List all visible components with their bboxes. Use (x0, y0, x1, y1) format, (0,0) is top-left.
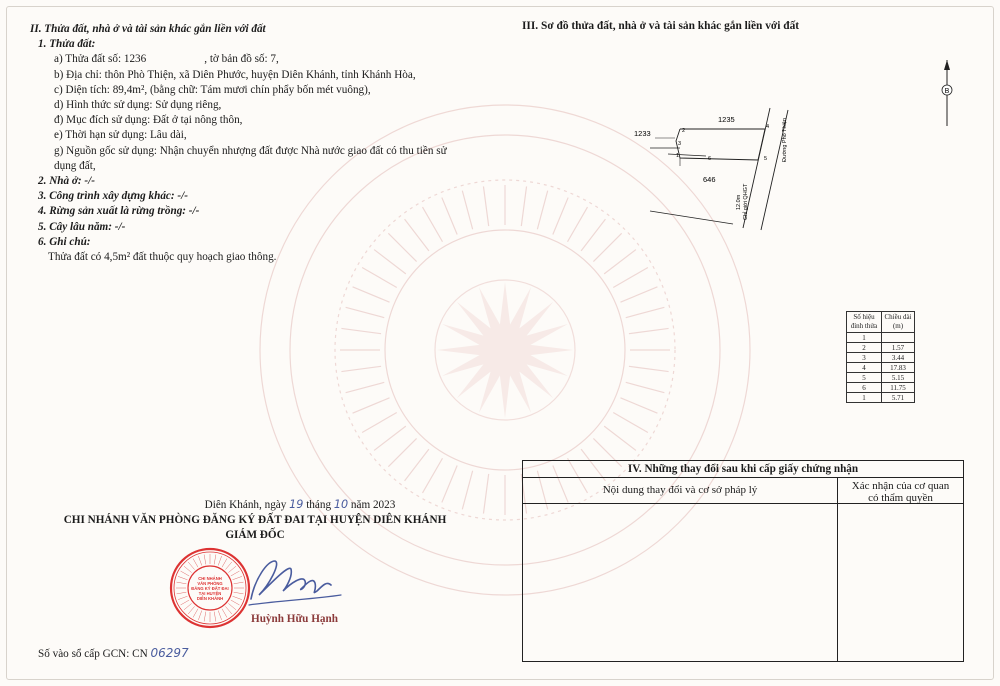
gcn-label: Số vào sổ cấp GCN: CN (38, 648, 148, 660)
table-header-point: Số hiệu đỉnh thửa (847, 312, 882, 333)
house-info: 2. Nhà ở: -/- (38, 175, 95, 188)
table-row (847, 383, 915, 393)
section-4-title: IV. Những thay đổi sau khi cấp giấy chứng nhận (523, 461, 963, 478)
land-origin: g) Nguồn gốc sử dụng: Nhận chuyển nhượng đất được Nhà nước giao đất có thu tiền sử (54, 144, 447, 157)
date-day: 19 (289, 498, 304, 511)
table-row (847, 373, 915, 383)
neighbor-left-label: 1233 (634, 129, 651, 138)
land-use-form: d) Hình thức sử dụng: Sử dụng riêng, (54, 99, 222, 112)
construction-info: 3. Công trình xây dựng khác: -/- (38, 190, 188, 203)
parcel-number-text: a) Thửa đất số: 1236 (54, 53, 147, 66)
gcn-number: 06297 (150, 646, 189, 660)
changes-content-header: Nội dung thay đổi và cơ sở pháp lý (523, 478, 837, 504)
land-heading: 1. Thửa đất: (38, 38, 96, 51)
vertex-4: 4 (766, 124, 770, 130)
issuing-office: CHI NHÁNH VĂN PHÒNG ĐĂNG KÝ ĐẤT ĐAI TẠI HUYỆN DIÊN KHÁNH (63, 514, 447, 526)
vertex-1: 1 (676, 153, 680, 159)
svg-text:CHI NHÁNH: CHI NHÁNH (198, 576, 222, 581)
changes-confirmation-column (838, 478, 963, 661)
land-address: b) Địa chỉ: thôn Phò Thiện, xã Diên Phước, huyện Diên Khánh, tỉnh Khánh Hòa, (54, 68, 416, 81)
point-cell: 2 (847, 343, 882, 353)
signer-role: GIÁM ĐỐC (225, 529, 285, 541)
date-year: năm 2023 (350, 499, 396, 511)
road-name-label: Đường Phò Thiện (782, 118, 788, 162)
table-row (847, 343, 915, 353)
length-cell: 17.83 (882, 363, 915, 373)
changes-confirmation-header (838, 478, 963, 504)
north-arrow-icon (935, 58, 959, 128)
length-cell: 5.15 (882, 373, 915, 383)
point-cell: 6 (847, 383, 882, 393)
vertex-2: 2 (682, 128, 686, 134)
land-parcel-number (30, 52, 500, 67)
svg-text:ĐĂNG KÝ ĐẤT ĐAI: ĐĂNG KÝ ĐẤT ĐAI (191, 586, 229, 591)
vertex-6: 6 (708, 156, 712, 162)
section-2-title: II. Thửa đất, nhà ở và tài sản khác gắn liền với đất (30, 23, 266, 35)
segment-length-table (846, 311, 915, 403)
road-width-label: 12.0m (736, 194, 742, 210)
table-row (847, 333, 915, 343)
point-cell: 4 (847, 363, 882, 373)
date-prefix: Diên Khánh, ngày (204, 499, 287, 511)
section-3-title: III. Sơ đồ thửa đất, nhà ở và tài sản khác gắn liền với đất (522, 20, 800, 32)
length-cell: 11.75 (882, 383, 915, 393)
handwritten-signature (245, 555, 345, 610)
svg-text:DIÊN KHÁNH: DIÊN KHÁNH (196, 596, 224, 601)
issue-date (150, 497, 450, 513)
note-text: Thửa đất có 4,5m² đất thuộc quy hoạch giao thông. (48, 251, 277, 264)
confirmation-header-line2: có thẩm quyền (868, 492, 933, 504)
neighbor-bottom-label: 646 (703, 175, 716, 184)
point-cell: 1 (847, 393, 882, 403)
length-cell: 3.44 (882, 353, 915, 363)
table-row (847, 393, 915, 403)
land-info-section (30, 22, 500, 265)
changes-table (522, 460, 964, 662)
perennial-info: 5. Cây lâu năm: -/- (38, 220, 126, 233)
land-use-purpose: đ) Mục đích sử dụng: Đất ở tại nông thôn, (54, 114, 243, 127)
length-cell (882, 333, 915, 343)
map-sheet-text: , tờ bản đồ số: 7, (204, 53, 279, 66)
table-row (847, 353, 915, 363)
land-use-term: e) Thời hạn sử dụng: Lâu dài, (54, 129, 187, 142)
svg-text:TẠI HUYỆN: TẠI HUYỆN (198, 591, 222, 596)
date-month-label: tháng (306, 499, 332, 511)
note-heading: 6. Ghi chú: (38, 235, 91, 248)
signer-name: Huỳnh Hữu Hạnh (251, 613, 338, 625)
official-seal-stamp (168, 546, 252, 630)
confirmation-header-line1: Xác nhận của cơ quan (851, 480, 950, 492)
date-month: 10 (333, 498, 349, 511)
changes-content-column (523, 478, 838, 661)
land-origin-cont: dụng đất, (54, 159, 96, 172)
svg-text:VĂN PHÒNG: VĂN PHÒNG (197, 581, 223, 586)
road-note-label: Chỉ giới QHGT (743, 183, 749, 220)
point-cell: 5 (847, 373, 882, 383)
gcn-registry-number (38, 646, 189, 660)
parcel-diagram (634, 96, 810, 236)
land-area: c) Diện tích: 89,4m², (bằng chữ: Tám mươi chín phẩy bốn mét vuông), (54, 83, 371, 96)
vertex-3: 3 (678, 141, 682, 147)
length-cell: 1.57 (882, 343, 915, 353)
forest-info: 4. Rừng sản xuất là rừng trồng: -/- (38, 205, 200, 218)
vertex-5: 5 (764, 156, 768, 162)
signature-block (30, 497, 480, 543)
north-label: B (944, 88, 950, 95)
point-cell: 3 (847, 353, 882, 363)
point-cell: 1 (847, 333, 882, 343)
length-cell: 5.71 (882, 393, 915, 403)
neighbor-top-label: 1235 (718, 115, 735, 124)
table-header-length: Chiều dài (m) (882, 312, 915, 333)
table-row (847, 363, 915, 373)
